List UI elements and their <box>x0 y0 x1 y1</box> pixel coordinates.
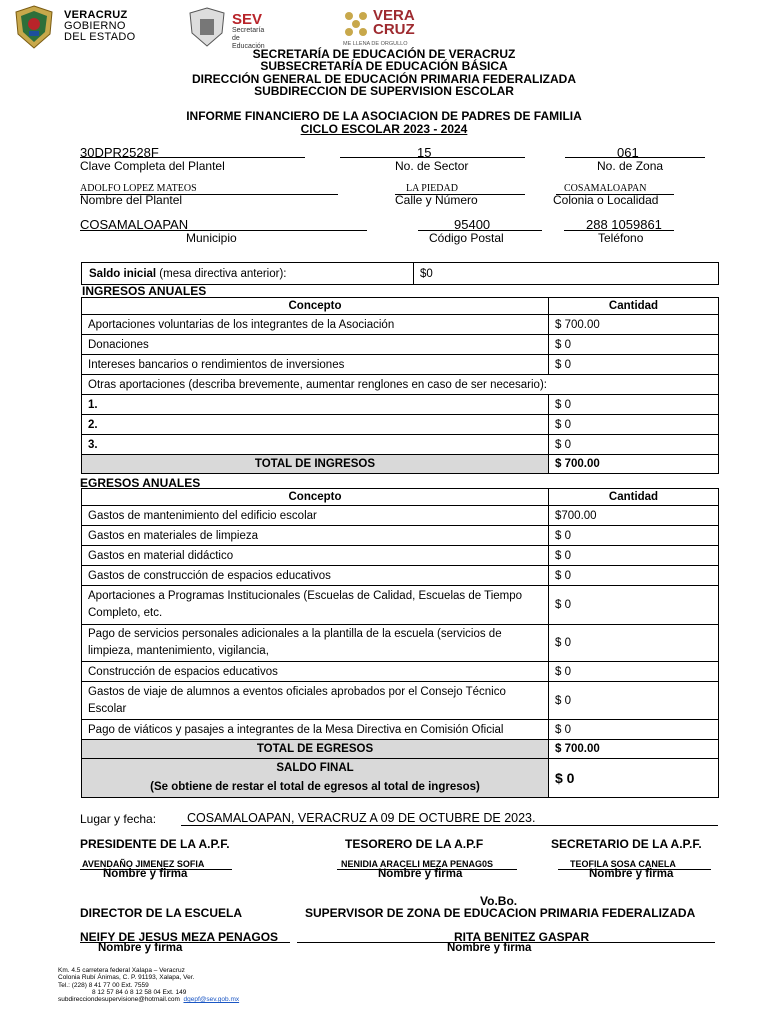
saldo-inicial-table <box>81 262 719 285</box>
footer-line: Colonia Rubí Ánimas, C. P. 91193, Xalapa, Ver. <box>58 974 195 982</box>
egresos-concepto: Gastos de mantenimiento del edificio escolar <box>82 506 549 526</box>
vobo-label: Vo.Bo. <box>480 894 518 908</box>
egresos-concepto: Aportaciones a Programas Institucionales (Escuelas de Calidad, Escuelas de Tiempo Completo, etc. <box>82 586 549 625</box>
report-title: INFORME FINANCIERO DE LA ASOCIACION DE PADRES DE FAMILIA <box>186 109 582 123</box>
saldo-final-label: SALDO FINAL <box>276 762 354 774</box>
sector-value: 15 <box>417 145 432 160</box>
sev-logo-sub: Educación <box>232 43 265 50</box>
secretario-name: TEOFILA SOSA CANELA <box>570 859 676 869</box>
logo-line: VERACRUZ <box>64 9 128 21</box>
ingresos-cantidad: $ 0 <box>549 415 719 435</box>
tesorero-role: TESORERO DE LA A.P.F <box>345 837 484 851</box>
egresos-concepto: Gastos de construcción de espacios educativos <box>82 566 549 586</box>
veracruz-gobierno-logo-text <box>64 10 135 43</box>
header-line: SUBSECRETARÍA DE EDUCACIÓN BÁSICA <box>260 59 508 73</box>
header-line: SECRETARÍA DE EDUCACIÓN DE VERACRUZ <box>252 47 516 61</box>
footer-line: 8 12 57 84 ó 8 12 58 04 Ext. 149 <box>92 988 187 996</box>
supervisor-role: SUPERVISOR DE ZONA DE EDUCACION PRIMARIA FEDERALIZADA <box>305 906 696 920</box>
saldo-inicial-label-bold: Saldo inicial <box>89 267 157 280</box>
supervisor-name: RITA BENITEZ GASPAR <box>454 930 590 944</box>
ingresos-table <box>81 297 719 474</box>
egresos-cantidad: $ 0 <box>549 546 719 566</box>
sector-label: No. de Sector <box>395 159 469 173</box>
ingresos-cantidad: $ 0 <box>549 395 719 415</box>
colonia-value: COSAMALOAPAN <box>564 183 647 194</box>
egresos-cantidad: $ 0 <box>549 625 719 662</box>
egresos-concepto: Pago de servicios personales adicionales a la plantilla de la escuela (servicios de limpieza, mantenimiento, vigilancia, <box>82 625 549 662</box>
saldo-inicial-value: $0 <box>414 263 719 285</box>
clave-value: 30DPR2528F <box>80 145 159 160</box>
nombre-value: ADOLFO LOPEZ MATEOS <box>80 183 197 194</box>
egresos-col-cantidad: Cantidad <box>549 489 719 506</box>
veracruz-brand-pattern-icon <box>343 10 369 38</box>
director-role: DIRECTOR DE LA ESCUELA <box>80 906 243 920</box>
saldo-final-cell <box>82 759 549 798</box>
egresos-concepto: Gastos en material didáctico <box>82 546 549 566</box>
egresos-cantidad: $ 0 <box>549 662 719 682</box>
lugar-value: COSAMALOAPAN, VERACRUZ A 09 DE OCTUBRE DE 2023. <box>187 811 536 825</box>
ingresos-total-label: TOTAL DE INGRESOS <box>82 455 549 474</box>
sev-logo-name: SEV <box>232 11 263 28</box>
tesorero-nombre-firma: Nombre y firma <box>378 868 463 880</box>
ingresos-title: INGRESOS ANUALES <box>82 284 207 298</box>
logo-line: GOBIERNO <box>64 20 126 32</box>
brand-line2: CRUZ <box>373 21 415 38</box>
calle-label: Calle y Número <box>395 193 478 207</box>
egresos-cantidad: $ 0 <box>549 566 719 586</box>
ingresos-numbered: 1. <box>82 395 549 415</box>
ingresos-cantidad: $ 0 <box>549 355 719 375</box>
director-nombre-firma: Nombre y firma <box>98 942 183 954</box>
zona-value: 061 <box>617 145 639 160</box>
saldo-final-note: (Se obtiene de restar el total de egresos al total de ingresos) <box>150 781 480 793</box>
director-name: NEIFY DE JESUS MEZA PENAGOS <box>80 930 279 944</box>
header-line: DIRECCIÓN GENERAL DE EDUCACIÓN PRIMARIA FEDERALIZADA <box>191 71 576 86</box>
ingresos-cantidad: $ 0 <box>549 435 719 455</box>
logo-line: DEL ESTADO <box>64 31 136 43</box>
footer-email-1: subdirecciondesupervisione@hotmail.com <box>58 996 180 1004</box>
saldo-inicial-label <box>82 263 414 285</box>
telefono-value: 288 1059861 <box>586 217 662 232</box>
egresos-cantidad: $ 0 <box>549 586 719 625</box>
ingresos-numbered: 2. <box>82 415 549 435</box>
presidente-name: AVENDAÑO JIMENEZ SOFIA <box>82 859 205 869</box>
colonia-label: Colonia o Localidad <box>553 193 659 207</box>
ingresos-concepto: Donaciones <box>82 335 549 355</box>
egresos-cantidad: $ 0 <box>549 720 719 740</box>
header-line: SUBDIRECCION DE SUPERVISION ESCOLAR <box>254 84 514 98</box>
tesorero-name: NENIDIA ARACELI MEZA PENAG0S <box>341 859 494 869</box>
egresos-concepto: Gastos en materiales de limpieza <box>82 526 549 546</box>
egresos-col-concepto: Concepto <box>82 489 549 506</box>
egresos-cantidad: $ 0 <box>549 682 719 720</box>
secretario-role: SECRETARIO DE LA A.P.F. <box>551 837 702 851</box>
presidente-nombre-firma: Nombre y firma <box>103 868 188 880</box>
cycle-title: CICLO ESCOLAR 2023 - 2024 <box>300 121 468 136</box>
sev-shield-icon <box>188 7 226 47</box>
ingresos-col-concepto: Concepto <box>82 298 549 315</box>
footer-line: Tel.: (228) 8 41 77 00 Ext. 7559 <box>58 981 149 989</box>
sev-logo-text <box>232 12 265 51</box>
egresos-table <box>81 488 719 798</box>
telefono-label: Teléfono <box>598 231 644 245</box>
footer-line: Km. 4.5 carretera federal Xalapa – Veracruz <box>58 967 185 974</box>
ingresos-col-cantidad: Cantidad <box>549 298 719 315</box>
footer-email-2[interactable]: dgepf@sev.gob.mx <box>183 996 240 1004</box>
clave-label: Clave Completa del Plantel <box>80 159 225 173</box>
secretario-nombre-firma: Nombre y firma <box>589 868 674 880</box>
footer-emails <box>58 996 239 1003</box>
egresos-total-label: TOTAL DE EGRESOS <box>82 740 549 759</box>
egresos-concepto: Gastos de viaje de alumnos a eventos oficiales aprobados por el Consejo Técnico Escolar <box>82 682 549 720</box>
egresos-concepto: Construcción de espacios educativos <box>82 662 549 682</box>
ingresos-concepto: Aportaciones voluntarias de los integrantes de la Asociación <box>82 315 549 335</box>
supervisor-nombre-firma: Nombre y firma <box>447 942 532 954</box>
footer-address <box>58 967 239 1003</box>
sev-logo-sub: Secretaría <box>232 27 265 34</box>
cp-label: Código Postal <box>429 231 504 245</box>
egresos-cantidad: $700.00 <box>549 506 719 526</box>
veracruz-coat-of-arms-logo <box>12 4 56 50</box>
veracruz-brand-logo-text <box>373 9 415 37</box>
saldo-inicial-label-rest: (mesa directiva anterior): <box>156 267 287 280</box>
ingresos-total-value: $ 700.00 <box>549 455 719 474</box>
municipio-label: Municipio <box>186 231 237 245</box>
egresos-total-value: $ 700.00 <box>549 740 719 759</box>
egresos-title: EGRESOS ANUALES <box>80 476 201 490</box>
cp-value: 95400 <box>454 217 491 232</box>
egresos-concepto: Pago de viáticos y pasajes a integrantes de la Mesa Directiva en Comisión Oficial <box>82 720 549 740</box>
nombre-label: Nombre del Plantel <box>80 193 183 207</box>
ingresos-concepto: Intereses bancarios o rendimientos de inversiones <box>82 355 549 375</box>
calle-value: LA PIEDAD <box>406 183 458 194</box>
municipio-value: COSAMALOAPAN <box>80 217 189 232</box>
egresos-cantidad: $ 0 <box>549 526 719 546</box>
ingresos-otras-label: Otras aportaciones (describa brevemente, aumentar renglones en caso de ser necesario): <box>82 375 719 395</box>
zona-label: No. de Zona <box>597 159 664 173</box>
sev-logo-sub: de <box>232 35 240 42</box>
ingresos-cantidad: $ 0 <box>549 335 719 355</box>
presidente-role: PRESIDENTE DE LA A.P.F. <box>80 837 230 851</box>
lugar-label: Lugar y fecha: <box>80 812 157 826</box>
ingresos-numbered: 3. <box>82 435 549 455</box>
brand-line1: VERA <box>373 7 415 24</box>
ingresos-cantidad: $ 700.00 <box>549 315 719 335</box>
brand-tagline: ME LLENA DE ORGULLO <box>343 41 408 47</box>
saldo-final-value: $ 0 <box>549 759 719 798</box>
